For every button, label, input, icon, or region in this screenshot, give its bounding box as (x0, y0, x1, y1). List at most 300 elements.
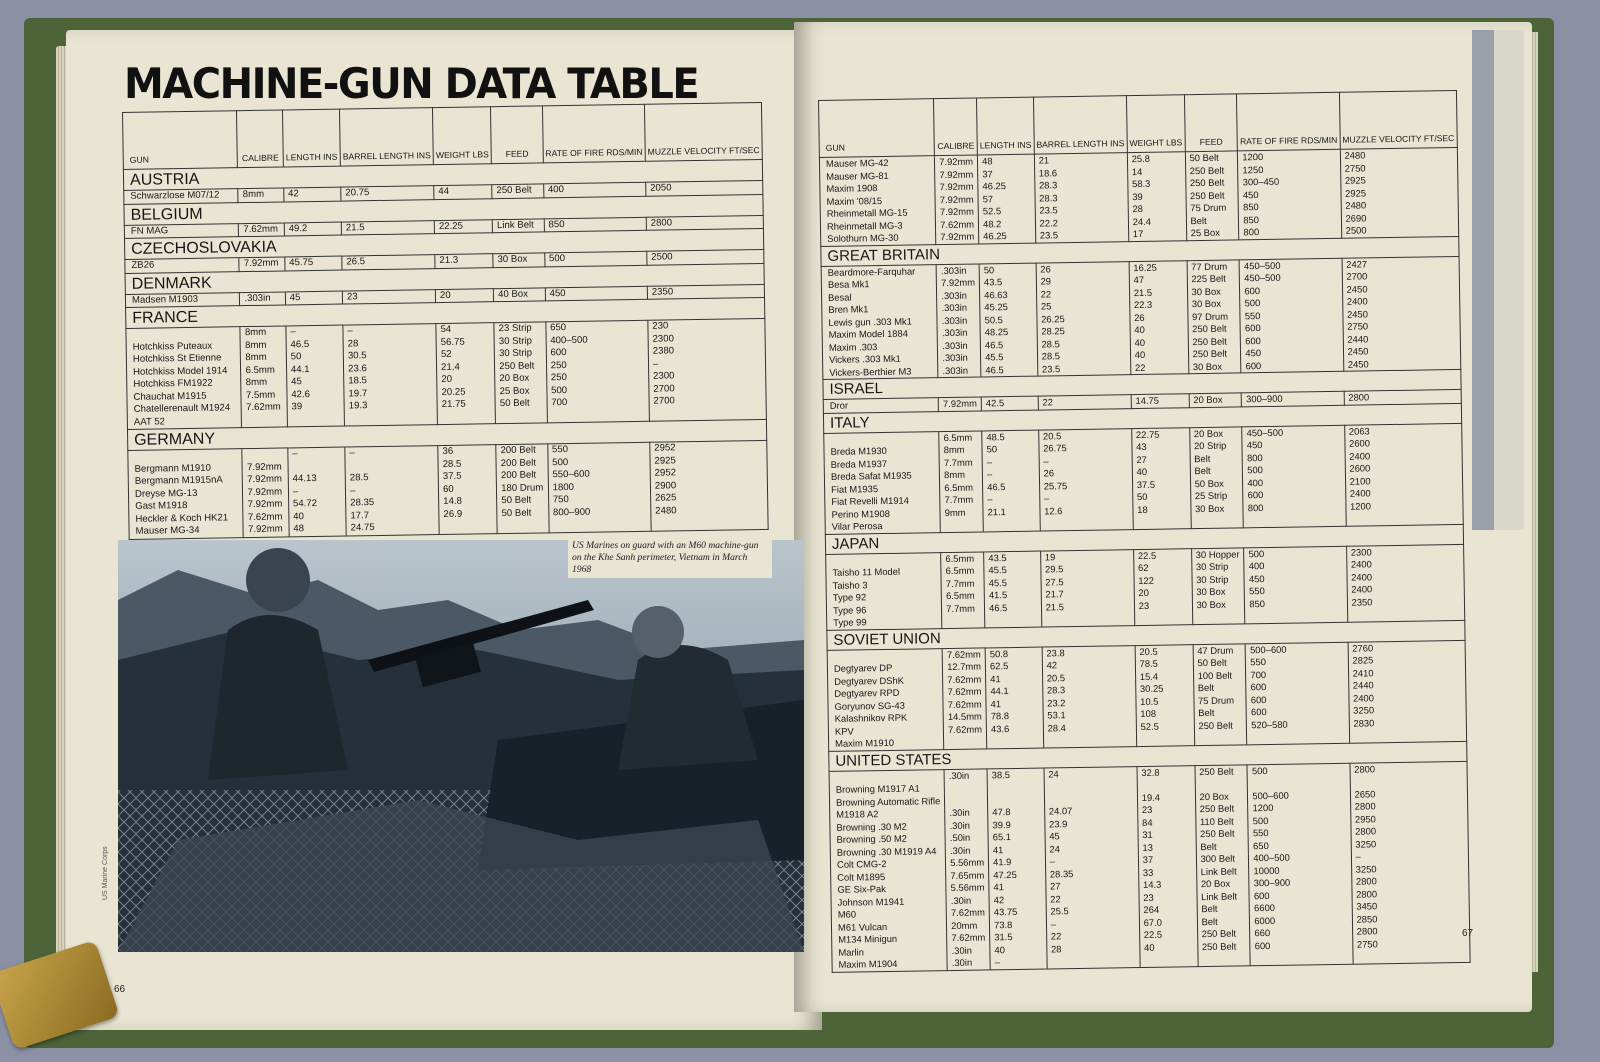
cell-line: Breda M1930 (830, 444, 887, 457)
cell-line: 18.6 (1038, 166, 1058, 179)
cell-line: 7.92mm (243, 257, 279, 270)
cell-line (1048, 733, 1132, 747)
cell-line: 2830 (1353, 716, 1375, 729)
cell-line: – (290, 326, 296, 338)
cell-line: 7.62mm (946, 648, 981, 660)
cell-line: 28.5 (349, 472, 369, 484)
table-row (126, 318, 767, 429)
cell-line: 36 (442, 445, 454, 458)
cell-line: 2050 (650, 182, 672, 194)
table-row (128, 440, 768, 539)
cell-gun (824, 431, 941, 534)
cell-line: KPV (834, 725, 854, 737)
cell-line (1046, 612, 1130, 626)
cell-line: 2350 (1351, 595, 1373, 608)
cell-line: 28.5 (1041, 350, 1061, 362)
cell-line: 27 (1136, 453, 1147, 465)
cell-line: .30in (950, 894, 972, 906)
cell-line: 2800 (1355, 875, 1377, 887)
cell-line: .30in (951, 944, 973, 956)
cell-line: 450 (1245, 347, 1262, 359)
cell-line: 250 Belt (499, 360, 535, 372)
cell-line: 20.5 (1042, 429, 1062, 442)
cell-line: 28.35 (1049, 867, 1074, 879)
cell-line: 46.5 (985, 363, 1004, 375)
cell-line: 8mm (245, 351, 267, 364)
cell-line: 24 (1048, 767, 1059, 779)
cell-line (349, 412, 433, 426)
cell-line: Dreyse MG-13 (134, 487, 198, 500)
cell-weight (436, 323, 496, 425)
cell-line: 41.5 (988, 589, 1008, 601)
cell-line: 3250 (1355, 862, 1377, 875)
cell-rate (1247, 763, 1352, 966)
cell-line: 600 (1250, 706, 1267, 718)
cell-line: 45 (1049, 830, 1060, 842)
cell-line: 2760 (1352, 641, 1374, 654)
cell-line: 23 (1143, 891, 1154, 903)
cell-line: Link Belt (1201, 890, 1238, 902)
cell-line: 600 (1244, 322, 1261, 334)
cell-line: Belt (1200, 840, 1217, 852)
cell-line (442, 411, 491, 424)
cell-line (988, 518, 1036, 531)
cell-line: 28 (1050, 942, 1062, 954)
cell-line: 30 Box (1192, 360, 1223, 372)
cell-line: Besal (828, 290, 852, 303)
cell-line: 30 Strip (498, 335, 532, 347)
cell-weight (1135, 644, 1194, 746)
cell-line: 28.3 (1039, 191, 1058, 204)
cell-line: Besa Mk1 (827, 278, 870, 290)
cell-line: 57 (982, 192, 994, 204)
cell-line (1044, 516, 1128, 530)
cell-line: 84 (1141, 816, 1153, 828)
cell-line: 40 (293, 510, 304, 522)
cell-line: 30 Strip (1195, 560, 1229, 573)
page-number-left: 66 (114, 984, 126, 995)
cell-line: 16.25 (1133, 261, 1157, 273)
cell-line: Degtyarev DShK (834, 674, 905, 687)
cell-line: 24.4 (1132, 215, 1151, 227)
cell-velocity (1346, 544, 1464, 622)
cell-line: 2700 (653, 382, 675, 395)
cell-line: 2300 (1350, 545, 1372, 558)
cell-line: 200 Belt (500, 444, 536, 457)
cell-line: 650 (1253, 839, 1269, 851)
cell-line: 30.25 (1139, 682, 1164, 695)
cell-line: 6.5mm (945, 552, 975, 564)
cell-feed (492, 184, 544, 198)
cell-feed (1189, 426, 1243, 528)
cell-rate (546, 320, 650, 423)
cell-line (1354, 728, 1462, 742)
cell-line: 28.35 (350, 497, 375, 509)
cell-line: 20 Box (1193, 393, 1223, 406)
cell-line: Maxim Model 1884 (828, 327, 908, 340)
table-row (824, 423, 1463, 534)
cell-line: Maxim '08/15 (826, 194, 883, 207)
cell-line: 2440 (1347, 332, 1369, 345)
cell-line: 7.7mm (943, 456, 973, 468)
cell-line: 450–500 (1244, 271, 1281, 284)
cell-line: 26 (1134, 311, 1145, 323)
cell-line: 44 (438, 185, 450, 198)
cell-line: Johnson M1941 (837, 895, 905, 908)
cell-line: 2750 (1344, 161, 1366, 174)
cell-rate (1242, 425, 1346, 528)
cell-barrel (1034, 153, 1128, 243)
cell-line: – (347, 325, 353, 337)
cell-line: 2480 (655, 504, 677, 517)
cell-line: 47.25 (993, 868, 1017, 880)
cell-line: 14.8 (443, 495, 463, 508)
cell-line: 2300 (653, 370, 675, 382)
cell-calibre (239, 222, 285, 236)
cell-line: 77 Drum (1191, 260, 1228, 272)
cell-line: 30 Box (1191, 297, 1222, 310)
cell-line: 39.9 (992, 818, 1011, 830)
cell-line: 21.1 (987, 505, 1006, 517)
cell-line (992, 781, 1040, 794)
cell-line: 23.5 (1039, 204, 1058, 216)
cell-line: 2900 (654, 479, 677, 492)
cell-line (444, 520, 493, 533)
cell-line: 26 (1040, 262, 1051, 275)
cell-line: .303in (941, 339, 968, 351)
cell-line: 20 Box (1199, 790, 1229, 802)
cell-line: 600 (1245, 359, 1262, 371)
cell-line: 500–600 (1249, 643, 1287, 655)
cell-line: 6.5mm (245, 364, 275, 376)
cell-line: Fiat M1935 (831, 482, 879, 495)
cell-feed (494, 322, 547, 424)
cell-line: 600 (1244, 284, 1261, 296)
cell-line: Rheinmetall MG-15 (826, 206, 908, 219)
cell-gun (827, 648, 944, 751)
cell-line: Taisho 3 (832, 578, 868, 591)
cell-line (1197, 610, 1241, 623)
cell-line: 45 (291, 376, 302, 388)
cell-line: 650 (550, 322, 567, 334)
cell-line: 550 (1244, 309, 1261, 321)
cell-line: .30in (949, 819, 971, 831)
cell-line: 43.5 (988, 551, 1007, 563)
cell-line: 2410 (1352, 666, 1374, 679)
cell-line: 73.8 (993, 918, 1013, 930)
cell-feed (494, 287, 546, 301)
cell-line: 78.8 (990, 710, 1010, 722)
cell-line: 20 (1138, 586, 1150, 599)
cell-line: Dror (829, 399, 849, 411)
cell-line: 14.5mm (947, 710, 982, 723)
cell-line: 600 (550, 347, 567, 359)
cell-line: 26.75 (1043, 442, 1067, 454)
cell-line: 30 Strip (498, 347, 533, 360)
cell-line: 20 Strip (1193, 439, 1227, 452)
cell-line: 29 (1040, 275, 1052, 287)
cell-line: 7.92mm (939, 193, 974, 205)
cell-line: Goryunov SG-43 (834, 699, 905, 712)
cell-line: 2500 (651, 251, 673, 263)
cell-line: 7.62mm (947, 698, 982, 710)
cell-line: 2600 (1349, 462, 1371, 474)
cell-barrel (343, 324, 438, 426)
cell-line: 2700 (1346, 270, 1368, 282)
cell-barrel (345, 446, 439, 536)
cell-line: 53.1 (1047, 709, 1066, 721)
cell-line: 30 Box (1194, 502, 1225, 514)
cell-line: 48.25 (984, 326, 1009, 338)
cell-line: 7.92mm (246, 461, 282, 473)
cell-line: 450 (1248, 572, 1265, 584)
cell-line: 550 (1250, 656, 1266, 668)
cell-line: Heckler & Koch HK21 (135, 511, 229, 525)
cell-line (1139, 611, 1188, 624)
cell-line: 250 Belt (1201, 940, 1237, 952)
cell-line: Vickers-Berthier M3 (829, 365, 912, 378)
header-rate: RATE OF FIRE RDS/MIN (1237, 92, 1340, 151)
cell-line: 21.75 (441, 398, 466, 411)
cell-line: 27.5 (1045, 575, 1064, 587)
cell-line: 17.7 (350, 509, 370, 521)
cell-line: 14 (1131, 165, 1143, 177)
country-heading: ISRAEL (823, 369, 1461, 399)
cell-feed (1185, 151, 1239, 240)
header-calibre: CALIBRE (237, 110, 283, 168)
cell-line: Browning .30 M2 (836, 820, 907, 833)
cell-line: 250 (550, 372, 567, 384)
cell-line: .30in (949, 844, 971, 856)
cell-line: Colt M1895 (837, 870, 886, 883)
cell-line (246, 414, 283, 427)
cell-line: Maxim .303 (828, 340, 878, 353)
cell-line (502, 519, 545, 532)
cell-line: 43.75 (993, 905, 1018, 918)
cell-line: 2400 (1352, 691, 1374, 704)
cell-line: 450 (1246, 439, 1263, 451)
cell-line: 450 (1242, 188, 1259, 200)
cell-calibre (935, 155, 979, 244)
cell-line: 550 (1249, 585, 1265, 597)
cell-rate (1245, 642, 1349, 745)
cell-line: 21.5 (1133, 286, 1153, 298)
cell-line: Madsen M1903 (131, 293, 199, 306)
cell-line: 6.5mm (945, 564, 975, 577)
photo-credit: US Marine Corps (102, 846, 109, 900)
cell-line: 850 (1242, 201, 1259, 213)
cell-line: – (292, 448, 298, 460)
cell-line: 48 (981, 155, 993, 167)
cell-line: 41 (990, 697, 1002, 709)
cell-line: 50 (983, 263, 995, 275)
cell-calibre (939, 430, 983, 532)
cell-line: 850 (1249, 597, 1266, 609)
cell-line: 28.3 (1038, 179, 1058, 191)
cell-gun (126, 327, 242, 430)
cell-line: .303in (941, 301, 968, 314)
cell-line: 20 Box (499, 372, 530, 385)
cell-line: 30 Strip (1196, 573, 1229, 585)
cell-line: 42.6 (291, 388, 311, 400)
cell-line: 42.5 (985, 397, 1005, 409)
cell-line: 2800 (1356, 925, 1378, 937)
cell-velocity (1342, 256, 1461, 371)
cell-line: 7.62mm (950, 906, 985, 919)
cell-line: 7.62mm (948, 723, 983, 735)
cell-weight (1133, 548, 1192, 625)
cell-line: 40 (1134, 336, 1146, 348)
cell-line: 38.5 (991, 768, 1011, 780)
country-heading: CZECHOSLOVAKIA (124, 228, 763, 259)
cell-line: 50 (290, 351, 302, 363)
cell-line (551, 408, 644, 422)
cell-line: 850 (1243, 213, 1260, 225)
cell-line: 7.5mm (245, 389, 276, 401)
cell-line: 48 (293, 523, 305, 535)
cell-feed (1187, 259, 1242, 373)
cell-line (1195, 514, 1239, 527)
cell-line: 75 Drum (1197, 694, 1235, 706)
cell-line: 26.9 (443, 508, 463, 520)
cell-line: 50.8 (989, 647, 1009, 659)
cell-line: .30in (951, 956, 973, 969)
cell-line (1352, 607, 1460, 621)
cell-line: 33 (1142, 866, 1154, 878)
cell-line: 22 (1050, 892, 1061, 904)
cell-line (292, 413, 340, 426)
cell-line: 7.62mm (947, 673, 982, 685)
cell-barrel (1042, 645, 1137, 747)
cell-line: 25 Box (1190, 226, 1220, 239)
cell-line: 250 Belt (496, 184, 532, 197)
cell-line: Belt (1201, 915, 1218, 927)
cell-line: – (652, 358, 659, 370)
cell-line: 46.25 (982, 180, 1007, 192)
cell-line: 65.1 (992, 831, 1012, 843)
header-gun: GUN (123, 111, 238, 170)
cell-line: 19 (1044, 550, 1056, 562)
cell-line: 50 Belt (501, 507, 532, 519)
cell-line: – (292, 485, 299, 497)
cell-barrel (1044, 766, 1140, 968)
cell-line: 700 (551, 397, 568, 409)
cell-calibre (938, 397, 981, 411)
cell-line (1249, 609, 1342, 623)
cell-line: 22.3 (1133, 298, 1153, 311)
cell-line: 2400 (1349, 449, 1371, 462)
cell-line: 2750 (1356, 937, 1378, 950)
cell-line: 40 (1136, 465, 1148, 478)
cell-gun (826, 552, 942, 630)
cell-line (1248, 513, 1341, 527)
cell-line: Hotchkiss Puteaux (132, 340, 213, 353)
cell-line: 40 Box (498, 288, 529, 300)
cell-line: 600 (1253, 889, 1270, 901)
cell-line: 58.3 (1131, 177, 1151, 190)
cell-line: 300–900 (1253, 876, 1291, 889)
cell-line: 2400 (1351, 570, 1373, 583)
cell-line (945, 519, 979, 532)
cell-calibre (944, 768, 990, 970)
cell-line: 108 (1140, 707, 1157, 720)
cell-line: Belt (1198, 706, 1215, 719)
cell-length (286, 325, 345, 427)
cell-calibre (240, 326, 287, 428)
cell-line: 2750 (1347, 320, 1369, 332)
cell-line: 28 (1132, 202, 1143, 215)
cell-line: Vickers .303 Mk1 (828, 352, 901, 365)
cell-line: 13 (1142, 841, 1153, 853)
cell-line: Mauser MG-34 (135, 524, 200, 537)
cell-line: – (349, 484, 356, 496)
cell-line: 44.13 (292, 472, 317, 485)
cell-line: 200 Belt (500, 457, 537, 469)
cell-line: 500 (1247, 464, 1263, 476)
cell-line: 600 (1254, 939, 1271, 951)
cell-length (979, 263, 1037, 377)
cell-line: Schwarzlose M07/12 (130, 189, 220, 202)
cell-line: 7.92mm (247, 498, 283, 511)
cell-line: Maxim 1908 (826, 182, 878, 194)
cell-line: 450 (549, 287, 566, 299)
cell-line: 600 (1247, 489, 1264, 501)
cell-line: 20.5 (1139, 645, 1158, 657)
cell-line: 30 Box (497, 253, 528, 266)
cell-line: 23.8 (1046, 646, 1065, 658)
cell-line: 45.5 (988, 576, 1008, 588)
country-heading: ITALY (823, 403, 1461, 433)
cell-line: 2690 (1345, 211, 1367, 224)
cell-line: 264 (1143, 903, 1160, 915)
cell-line: 2825 (1352, 654, 1374, 666)
cell-line: 450–500 (1243, 259, 1281, 271)
cell-line: 2440 (1352, 679, 1374, 691)
cell-feed (1193, 643, 1247, 745)
cell-line: 250 Belt (1190, 189, 1225, 201)
country-heading: FRANCE (126, 297, 765, 328)
cell-line: 5.56mm (950, 881, 985, 894)
cell-line: 28.3 (1046, 684, 1066, 696)
cell-line: – (1050, 917, 1056, 929)
cell-line (500, 410, 543, 423)
cell-line: 41 (993, 881, 1004, 893)
cell-line: Kalashnikov RPK (834, 711, 908, 724)
cell-line: 54.72 (292, 497, 318, 510)
cell-line: Maxim M1904 (838, 957, 898, 970)
cell-line: 400–500 (1253, 851, 1290, 864)
cell-line (948, 736, 982, 749)
cell-line: .303in (940, 264, 967, 276)
header-feed: FEED (1184, 94, 1238, 152)
header-calibre: CALIBRE (934, 98, 978, 156)
cell-weight (438, 445, 497, 534)
cell-line: 7.92mm (939, 180, 974, 193)
cell-length (284, 222, 341, 236)
cell-line: 26.5 (346, 256, 366, 268)
cell-line: Browning M1917 A1 (835, 782, 920, 795)
cell-line: – (1049, 855, 1055, 867)
cell-line: 500 (548, 253, 566, 265)
cell-line (655, 516, 763, 530)
cell-line: 26.25 (1041, 312, 1065, 325)
cell-line: 700 (1250, 668, 1267, 680)
cell-line: 43 (1136, 440, 1147, 453)
cell-line: 2400 (1349, 487, 1371, 499)
header-velocity: MUZZLE VELOCITY FT/SEC (644, 102, 762, 161)
cell-line: Marlin (838, 945, 864, 958)
cell-line: 24 (1049, 842, 1060, 854)
